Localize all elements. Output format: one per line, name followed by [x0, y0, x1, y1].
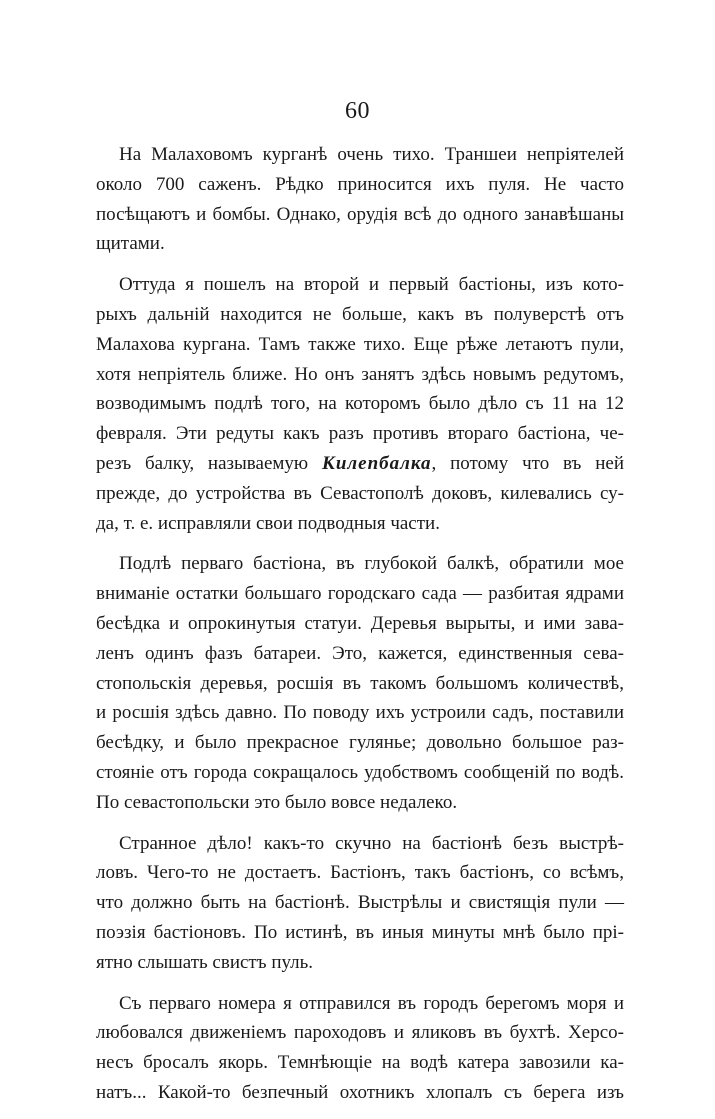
paragraph — [96, 989, 624, 1108]
body-text — [96, 140, 624, 1119]
text-line: около 700 саженъ. Рѣдко приносится ихъ пуля. Не часто — [96, 173, 624, 195]
text-line: поэзія бастіоновъ. По истинѣ, въ иныя минуты мнѣ было прі- — [96, 921, 624, 943]
text-line: ятно слышать свистъ пуль. — [96, 951, 314, 973]
text-line: хотя непріятель ближе. Но онъ занятъ здѣсь новымъ редутомъ, — [96, 363, 624, 385]
text-line — [96, 449, 624, 479]
text-line: посѣщаютъ и бомбы. Однако, орудія всѣ до одного занавѣшаны — [96, 203, 624, 225]
emphasized-term: Килепбалка — [321, 452, 432, 474]
text-line: прежде, до устройства въ Севастополѣ доковъ, килевались су- — [96, 482, 624, 504]
text-line: да, т. е. исправляли свои подводныя части. — [96, 512, 440, 534]
text-line: стояніе отъ города сокращалось удобствомъ сообщеній по водѣ. — [96, 761, 624, 783]
text-line: Съ перваго номера я отправился въ городъ берегомъ моря и — [119, 992, 624, 1014]
text-line: несъ бросалъ якорь. Темнѣющіе на водѣ катера завозили ка- — [96, 1052, 624, 1074]
paragraph — [96, 829, 624, 978]
paragraph — [96, 549, 624, 817]
text-line: натъ... Какой-то безпечный охотникъ хлопалъ съ берега изъ — [96, 1081, 624, 1103]
text-line: любовался движеніемъ пароходовъ и яликовъ въ бухтѣ. Херсо- — [96, 1022, 624, 1044]
page-number: 60 — [345, 98, 370, 124]
text-line: бесѣдка и опрокинутыя статуи. Деревья вырыты, и ими зава- — [96, 612, 624, 634]
text-line: возводимымъ подлѣ того, на которомъ было дѣло съ 11 на 12 — [96, 393, 624, 415]
paragraph — [96, 270, 624, 538]
text-line: и росшія здѣсь давно. По поводу ихъ устроили садъ, поставили — [96, 702, 624, 724]
text-line: февраля. Эти редуты какъ разъ противъ втораго бастіона, че- — [96, 423, 624, 445]
text-line: щитами. — [96, 233, 165, 255]
text-line: стопольскія деревья, росшія въ такомъ большомъ количествѣ, — [96, 672, 624, 694]
text-segment: , потому что въ ней — [431, 452, 624, 474]
text-segment: резъ балку, называемую — [96, 452, 322, 474]
text-line: рыхъ дальній находится не больше, какъ въ полуверстѣ отъ — [96, 303, 624, 325]
text-line: На Малаховомъ курганѣ очень тихо. Траншеи непріятелей — [119, 144, 624, 165]
text-line: Странное дѣло! какъ-то скучно на бастіонѣ безъ выстрѣ- — [119, 832, 624, 854]
text-line: ловъ. Чего-то не достаетъ. Бастіонъ, такъ бастіонъ, со всѣмъ, — [96, 862, 624, 884]
text-line: ленъ одинъ фазъ батареи. Это, кажется, единственныя сева- — [96, 642, 624, 664]
text-line: вниманіе остатки большаго городскаго сада — разбитая ядрами — [96, 583, 624, 605]
text-line: Оттуда я пошелъ на второй и первый бастіоны, изъ кото- — [119, 274, 624, 296]
text-line: Подлѣ перваго бастіона, въ глубокой балкѣ, обратили мое — [119, 553, 624, 575]
text-line: бесѣдку, и было прекрасное гулянье; довольно большое раз- — [96, 732, 624, 754]
text-line: что должно быть на бастіонѣ. Выстрѣлы и свистящія пули — — [96, 892, 624, 914]
text-line: По севастопольски это было вовсе недалеко. — [96, 791, 458, 813]
paragraph — [96, 140, 624, 259]
text-line: Малахова кургана. Тамъ также тихо. Еще рѣже летаютъ пули, — [96, 333, 624, 355]
